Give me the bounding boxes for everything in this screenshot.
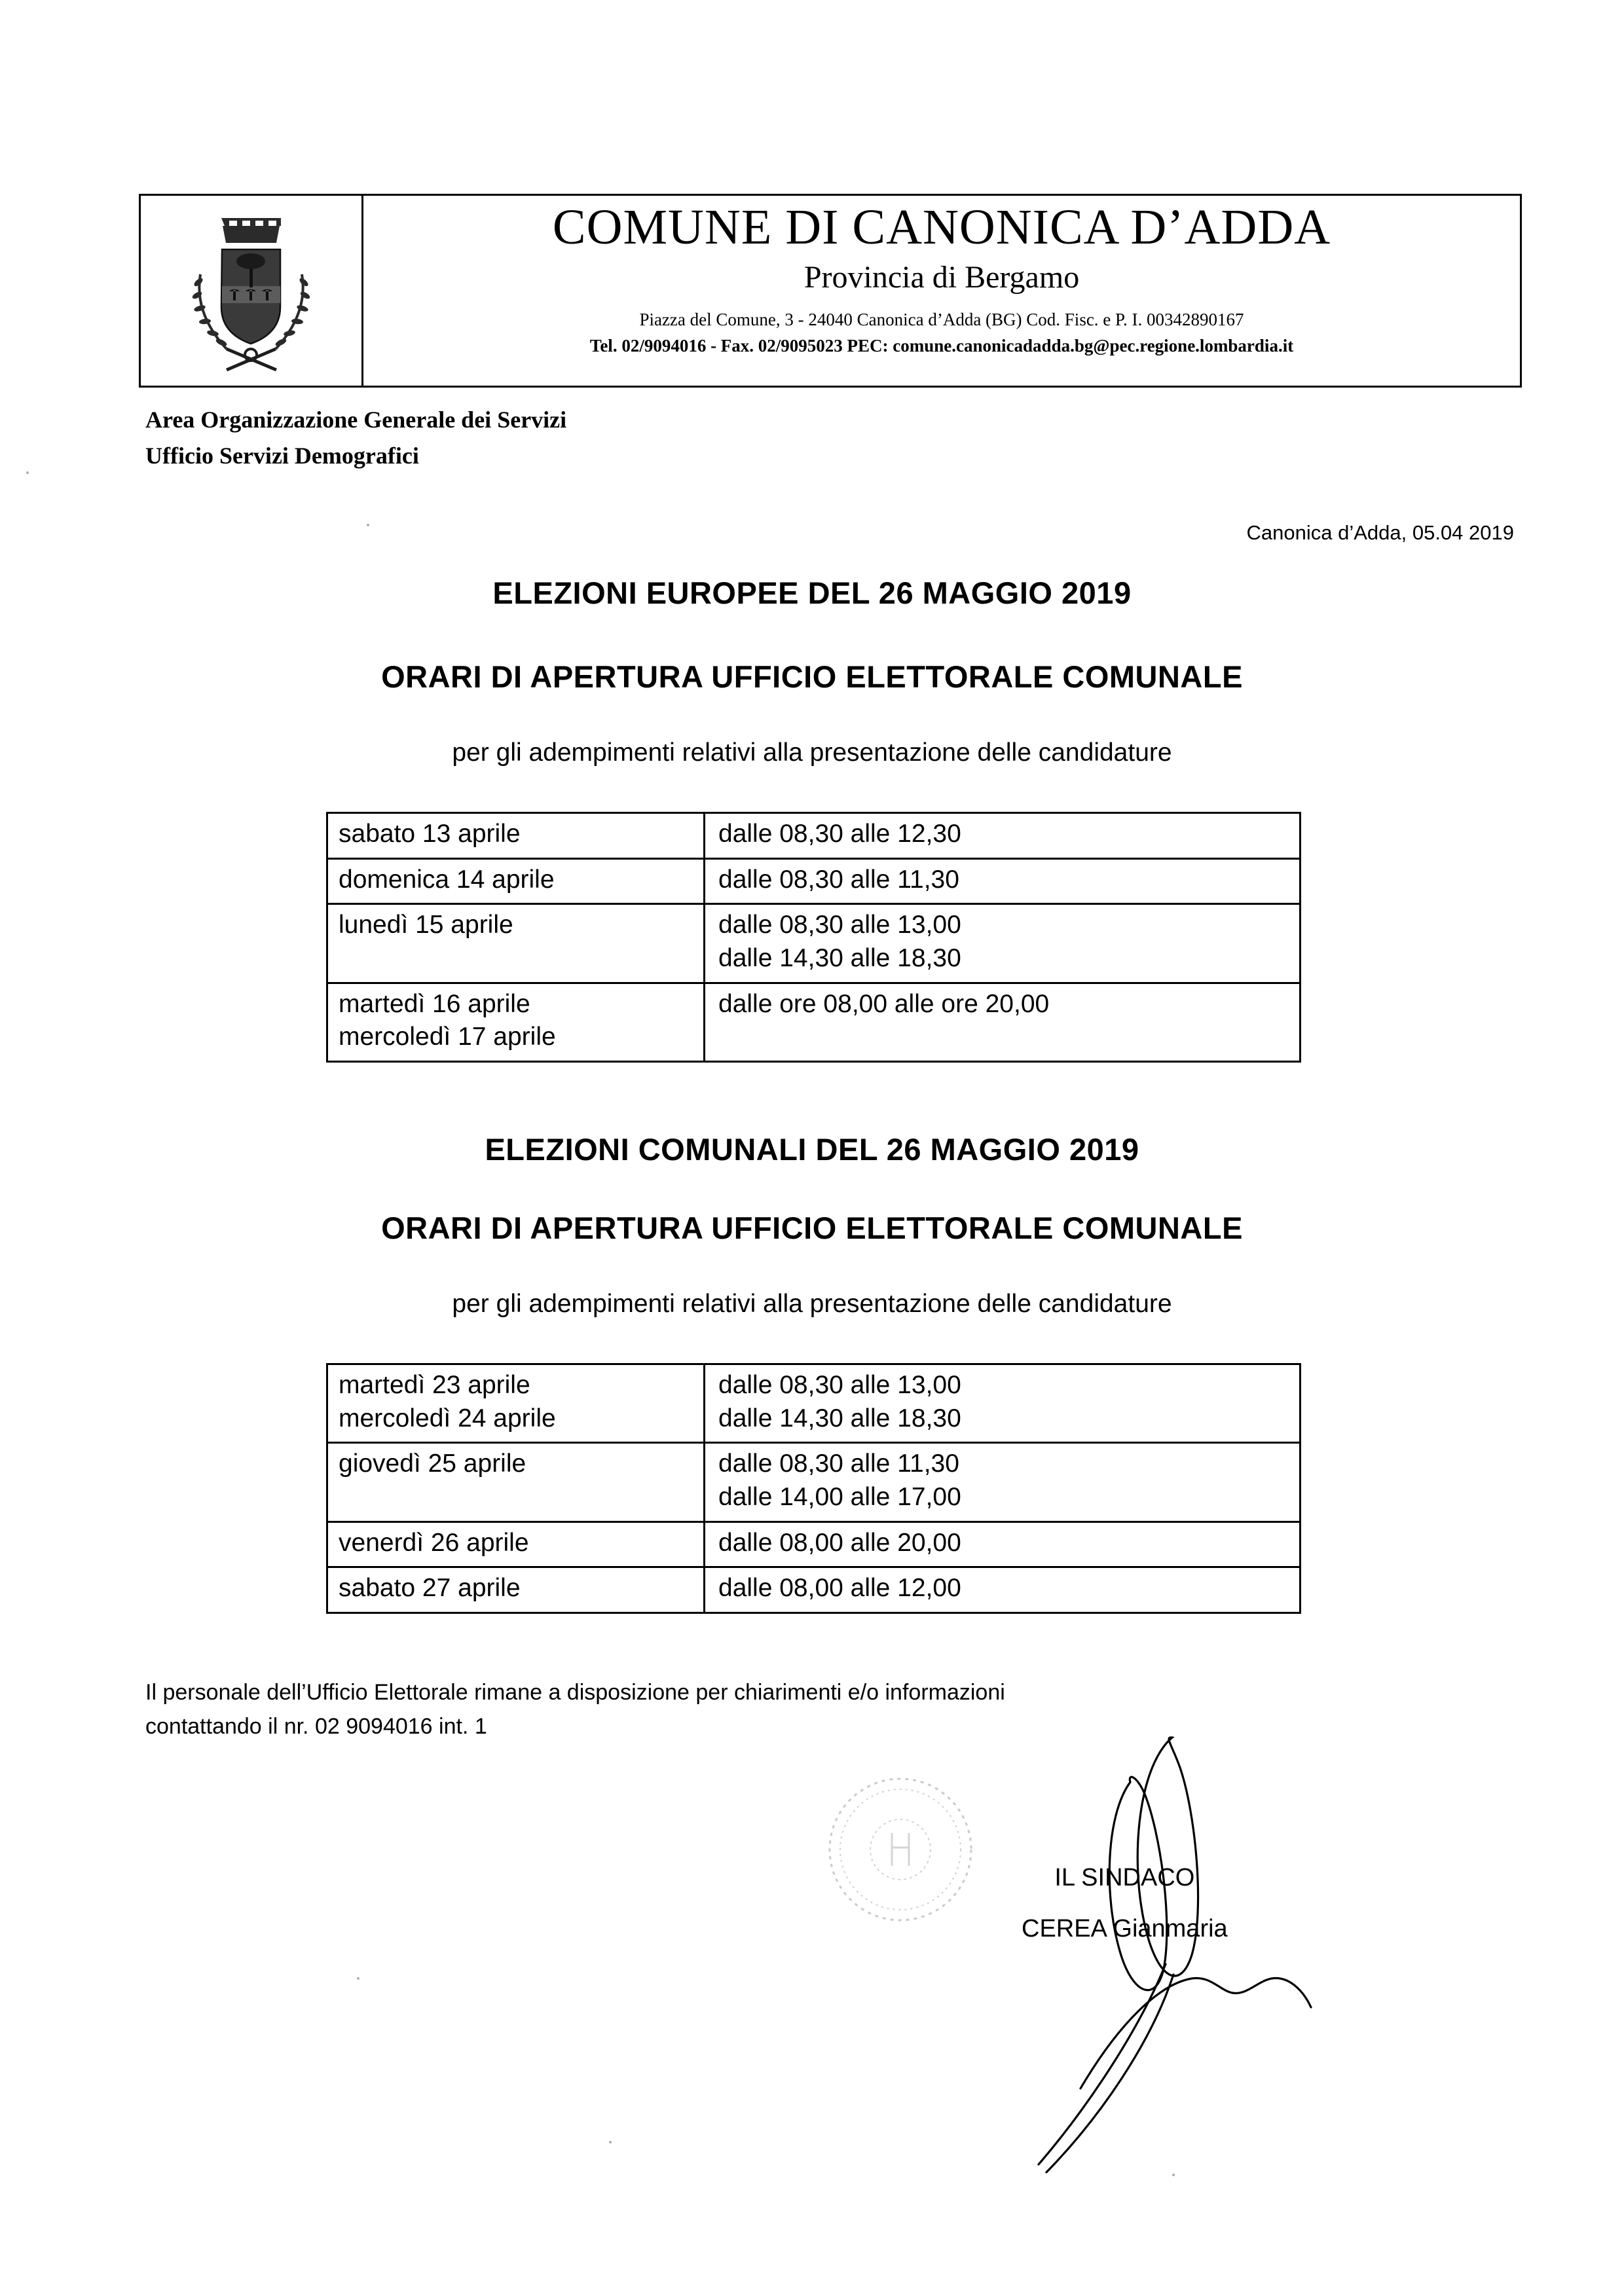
letterhead-titles bbox=[363, 196, 1520, 386]
letterhead-box bbox=[139, 194, 1522, 388]
schedule-day-cell bbox=[327, 1443, 705, 1522]
schedule-day-line: lunedì 15 aprile bbox=[339, 911, 513, 939]
schedule-time-line: dalle 08,30 alle 13,00 bbox=[718, 911, 961, 939]
scan-speckle bbox=[1172, 2174, 1175, 2176]
table-row bbox=[327, 904, 1301, 983]
schedule-time-cell bbox=[705, 904, 1301, 983]
schedule-day-line: sabato 27 aprile bbox=[339, 1574, 521, 1603]
office-area-label: Area Organizzazione Generale dei Servizi bbox=[145, 407, 567, 433]
schedule-day-line: venerdì 26 aprile bbox=[339, 1528, 529, 1557]
schedule-time-line: dalle 08,30 alle 11,30 bbox=[718, 865, 959, 894]
schedule-day-line: mercoledì 17 aprile bbox=[339, 1023, 556, 1051]
signature-role: IL SINDACO bbox=[1054, 1864, 1195, 1891]
signature-name: CEREA Gianmaria bbox=[1022, 1914, 1228, 1942]
scan-speckle bbox=[367, 524, 369, 526]
scan-speckle bbox=[609, 2141, 612, 2143]
table-row bbox=[327, 858, 1301, 904]
provincia-name: Provincia di Bergamo bbox=[803, 259, 1080, 295]
section-europee-title: ELEZIONI EUROPEE DEL 26 MAGGIO 2019 bbox=[492, 575, 1132, 610]
handwritten-signature-icon bbox=[976, 1722, 1316, 2196]
municipal-coat-of-arms-icon bbox=[181, 209, 322, 373]
table-row bbox=[327, 1443, 1301, 1522]
section-comunali-title: ELEZIONI COMUNALI DEL 26 MAGGIO 2019 bbox=[485, 1132, 1139, 1167]
schedule-time-line: dalle 14,30 alle 18,30 bbox=[718, 944, 961, 973]
schedule-day-line: giovedì 25 aprile bbox=[339, 1449, 526, 1478]
schedule-time-line: dalle 08,30 alle 12,30 bbox=[718, 820, 961, 848]
schedule-time-cell bbox=[705, 1443, 1301, 1522]
schedule-table-comunali bbox=[326, 1363, 1301, 1614]
schedule-time-cell bbox=[705, 858, 1301, 904]
schedule-day-cell bbox=[327, 1567, 705, 1613]
signature-block bbox=[1022, 1853, 1228, 1955]
schedule-day-line: martedì 16 aprile bbox=[339, 989, 530, 1018]
contact-line: Tel. 02/9094016 - Fax. 02/9095023 PEC: comune.canonicadadda.bg@pec.regione.lombardia.it bbox=[589, 335, 1294, 355]
scan-speckle bbox=[26, 471, 29, 474]
schedule-day-cell bbox=[327, 1364, 705, 1443]
office-ufficio-label: Ufficio Servizi Demografici bbox=[145, 442, 419, 469]
schedule-day-cell bbox=[327, 1522, 705, 1567]
schedule-time-line: dalle 14,00 alle 17,00 bbox=[718, 1483, 961, 1512]
schedule-time-line: dalle 08,00 alle 20,00 bbox=[718, 1528, 961, 1557]
schedule-time-cell bbox=[705, 1522, 1301, 1567]
closing-paragraph bbox=[145, 1676, 1514, 1743]
schedule-time-cell bbox=[705, 1567, 1301, 1613]
table-row bbox=[327, 983, 1301, 1061]
schedule-body-europee bbox=[327, 813, 1301, 1062]
section-europee-note: per gli adempimenti relativi alla presentazione delle candidature bbox=[452, 738, 1172, 767]
schedule-time-line: dalle 08,00 alle 12,00 bbox=[718, 1574, 961, 1603]
schedule-time-line: dalle 08,30 alle 11,30 bbox=[718, 1449, 959, 1478]
comune-name: COMUNE DI CANONICA D’ADDA bbox=[552, 200, 1331, 255]
schedule-time-line: dalle 08,30 alle 13,00 bbox=[718, 1371, 961, 1399]
closing-line-1: Il personale dell’Ufficio Elettorale rimane a disposizione per chiarimenti e/o informazioni bbox=[145, 1680, 1005, 1705]
document-date: Canonica d’Adda, 05.04 2019 bbox=[1246, 521, 1514, 544]
schedule-time-cell bbox=[705, 813, 1301, 859]
schedule-time-line: dalle ore 08,00 alle ore 20,00 bbox=[718, 989, 1050, 1018]
address-line: Piazza del Comune, 3 - 24040 Canonica d’Adda (BG) Cod. Fisc. e P. I. 00342890167 bbox=[639, 309, 1244, 329]
schedule-body-comunali bbox=[327, 1364, 1301, 1613]
table-row bbox=[327, 1364, 1301, 1443]
schedule-time-cell bbox=[705, 1364, 1301, 1443]
table-row bbox=[327, 813, 1301, 859]
schedule-day-cell bbox=[327, 813, 705, 859]
scan-speckle bbox=[357, 1977, 360, 1980]
section-comunali-note: per gli adempimenti relativi alla presentazione delle candidature bbox=[452, 1290, 1172, 1318]
schedule-day-cell bbox=[327, 858, 705, 904]
schedule-day-line: domenica 14 aprile bbox=[339, 865, 555, 894]
schedule-day-line: martedì 23 aprile bbox=[339, 1371, 530, 1399]
schedule-table-europee bbox=[326, 812, 1301, 1063]
schedule-day-line: mercoledì 24 aprile bbox=[339, 1404, 556, 1432]
schedule-time-line: dalle 14,30 alle 18,30 bbox=[718, 1404, 961, 1432]
table-row bbox=[327, 1567, 1301, 1613]
crest-cell bbox=[141, 196, 363, 386]
schedule-day-cell bbox=[327, 904, 705, 983]
section-comunali-subtitle: ORARI DI APERTURA UFFICIO ELETTORALE COMUNALE bbox=[381, 1211, 1243, 1245]
table-row bbox=[327, 1522, 1301, 1567]
official-round-stamp-icon bbox=[819, 1768, 982, 1935]
schedule-time-cell bbox=[705, 983, 1301, 1061]
office-identification bbox=[145, 402, 566, 473]
section-europee-subtitle: ORARI DI APERTURA UFFICIO ELETTORALE COMUNALE bbox=[381, 659, 1243, 694]
closing-line-2: contattando il nr. 02 9094016 int. 1 bbox=[145, 1713, 487, 1739]
schedule-day-cell bbox=[327, 983, 705, 1061]
schedule-day-line: sabato 13 aprile bbox=[339, 820, 521, 848]
